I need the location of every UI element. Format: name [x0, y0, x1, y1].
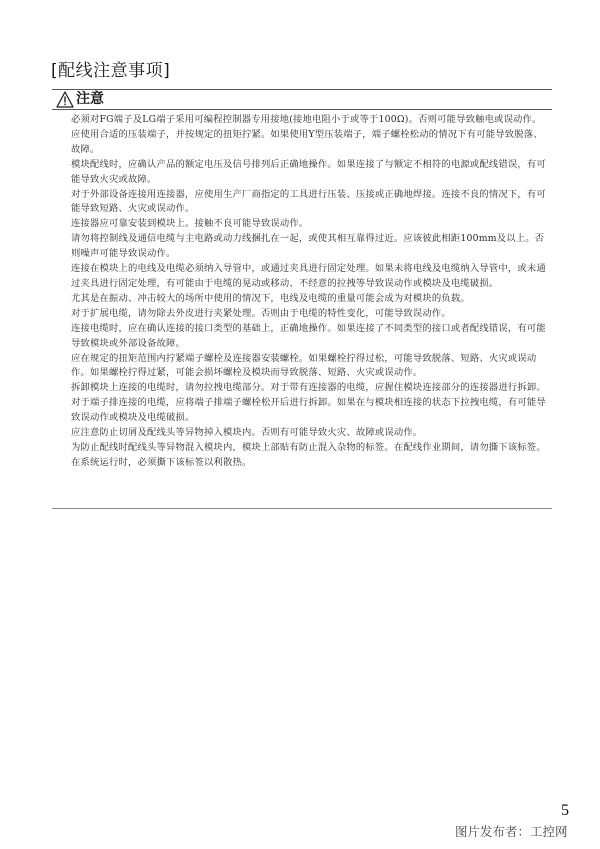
caution-label: 注意	[76, 91, 104, 107]
paragraph: 应在规定的扭矩范围内拧紧端子螺栓及连接器安装螺栓。如果螺栓拧得过松，可能导致脱落、短路、火灾或误动作。如果螺栓拧得过紧，可能会损坏螺栓及模块而导致脱落、短路、火灾或误动作。	[71, 352, 537, 379]
section-title: [配线注意事项]	[51, 61, 171, 81]
page-number: 5	[561, 802, 569, 819]
paragraph: 请勿将控制线及通信电缆与主电路或动力线捆扎在一起，或使其相互靠得过近。应该彼此相距100mm及以上。否则噪声可能导致误动作。	[71, 233, 545, 260]
paragraph: 尤其是在振动、冲击较大的场所中使用的情况下，电线及电缆的重量可能会成为对模块的负载。	[71, 292, 470, 304]
warning-triangle-icon	[56, 91, 74, 108]
paragraph: 连接电缆时，应在确认连接的接口类型的基础上，正确地操作。如果连接了不同类型的接口或者配线错误，有可能导致模块或外部设备故障。	[71, 322, 546, 349]
paragraph: 应使用合适的压装端子，并按规定的扭矩拧紧。如果使用Y型压装端子，端子螺栓松动的情况下有可能导致脱落、故障。	[71, 128, 543, 155]
paragraph: 连接在模块上的电线及电缆必须纳入导管中，或通过夹具进行固定处理。如果未将电线及电缆纳入导管中，或未通过夹具进行固定处理，有可能由于电缆的晃动或移动、不经意的拉拽等导致误动作或模块及电缆破损。	[71, 263, 546, 289]
caution-header	[52, 89, 552, 110]
paragraph: 必须对FG端子及LG端子采用可编程控制器专用接地(接地电阻小于或等于100Ω)。否则可能导致触电或误动作。	[71, 114, 542, 125]
paragraph: 对于外部设备连接用连接器，应使用生产厂商指定的工具进行压装、压接或正确地焊接。连接不良的情况下，有可能导致短路、火灾或误动作。	[71, 188, 546, 215]
paragraph: 对于扩展电缆，请勿除去外皮进行夹紧处理。否则由于电缆的特性变化，可能导致误动作。	[71, 307, 451, 319]
paragraph: 应注意防止切屑及配线头等异物掉入模块内。否则有可能导致火灾、故障或误动作。	[71, 427, 423, 439]
paragraph: 连接器应可靠安装到模块上。接触不良可能导致误动作。	[71, 218, 309, 230]
bottom-divider	[52, 508, 552, 509]
paragraph: 为防止配线时配线头等异物混入模块内，模块上部贴有防止混入杂物的标签。在配线作业期间，请勿撕下该标签。在系统运行时，必须撕下该标签以利散热。	[71, 441, 546, 468]
caution-content	[71, 113, 549, 471]
paragraph: 拆卸模块上连接的电缆时，请勿拉拽电缆部分。对于带有连接器的电缆，应握住模块连接部分的连接器进行拆卸。对于端子排连接的电缆，应将端子排端子螺栓松开后进行拆卸。如果在与模块相连接的状态下拉拽电缆，有可能导致误动作或模块及电缆破损。	[71, 382, 546, 424]
paragraph: 模块配线时，应确认产品的额定电压及信号排列后正确地操作。如果连接了与额定不相符的电源或配线错误，有可能导致火灾或故障。	[71, 158, 546, 185]
watermark: 图片发布者：工控网	[455, 824, 568, 839]
